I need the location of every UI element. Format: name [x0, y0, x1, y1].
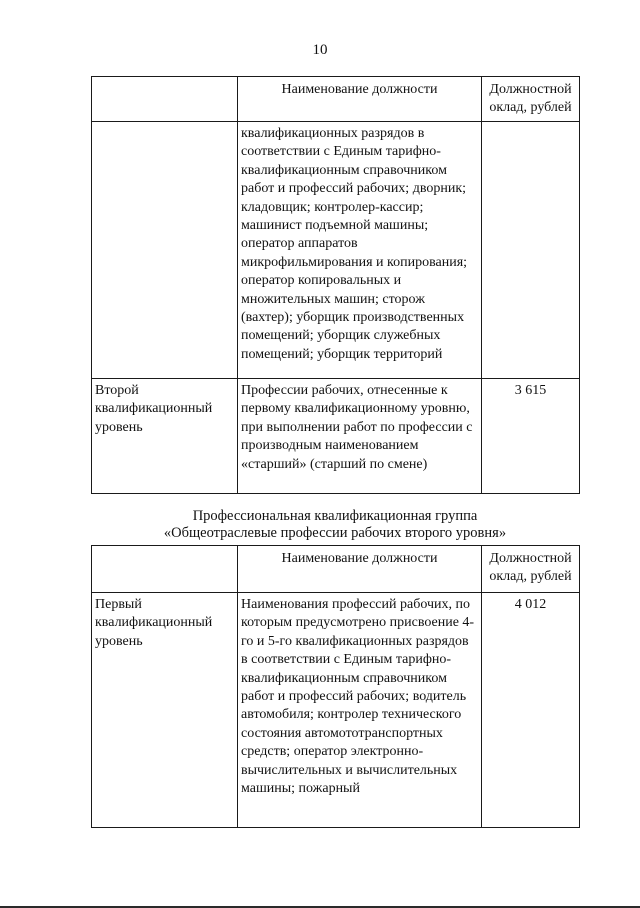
salary-table-first-level-continued	[91, 76, 580, 494]
salary-table-second-level	[91, 545, 580, 828]
group-title-line: «Общеотраслевые профессии рабочих второго уровня»	[163, 525, 507, 541]
salary-value: 3 615	[482, 379, 580, 494]
table-header-row	[92, 546, 580, 593]
table-row	[92, 122, 580, 379]
salary-value	[482, 122, 580, 379]
header-salary: Должностной оклад, рублей	[482, 77, 580, 122]
level-cell: Первый квалификационный уровень	[92, 593, 238, 828]
position-description: квалификационных разрядов в соответствии с Единым тарифно-квалификационным справочником работ и профессий рабочих; дворник; кладовщик; контролер-кассир; машинист подъемной машины; оператор аппаратов микрофильмирования и копирования; оператор копировальных и множительных машин; сторож (вахтер); уборщик производственных помещений; уборщик служебных помещений; уборщик территорий	[238, 122, 482, 379]
qualification-group-title	[91, 508, 579, 542]
level-cell	[92, 122, 238, 379]
header-salary: Должностной оклад, рублей	[482, 546, 580, 593]
table-row	[92, 593, 580, 828]
page-number: 10	[312, 42, 328, 58]
salary-value: 4 012	[482, 593, 580, 828]
group-title-line: Профессиональная квалификационная группа	[192, 508, 478, 524]
position-description: Профессии рабочих, отнесенные к первому квалификационному уровню, при выполнении работ по профессии с производным наименованием «старший» (старший по смене)	[238, 379, 482, 494]
position-description: Наименования профессий рабочих, по которым предусмотрено присвоение 4-го и 5-го квалификационных разрядов в соответствии с Единым тарифно-квалификационным справочником работ и профессий рабочих; водитель автомобиля; контролер технического состояния автомототранспортных средств; оператор электронно-вычислительных и вычислительных машины; пожарный	[238, 593, 482, 828]
header-position-name: Наименование должности	[238, 77, 482, 122]
table-row	[92, 379, 580, 494]
header-position-name: Наименование должности	[238, 546, 482, 593]
level-cell: Второй квалификационный уровень	[92, 379, 238, 494]
header-level-cell	[92, 77, 238, 122]
header-level-cell	[92, 546, 238, 593]
table-header-row	[92, 77, 580, 122]
